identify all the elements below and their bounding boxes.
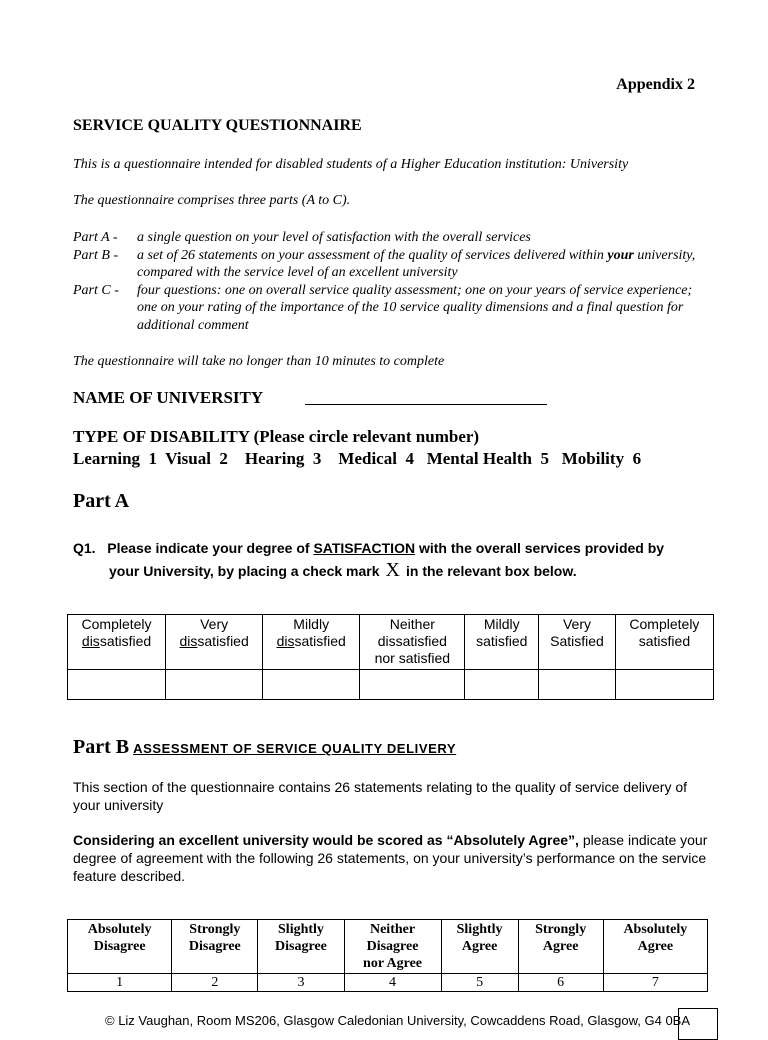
part-b-row: [73, 247, 713, 282]
appendix-label: Appendix 2: [616, 76, 695, 93]
agreement-scale-table: [67, 919, 708, 992]
part-b-label: Part B: [73, 736, 130, 758]
part-b-emphasis: your: [607, 247, 634, 263]
scale-header: Mildly dissatisfied: [263, 615, 360, 670]
page-corner-box: [678, 1008, 718, 1040]
part-b-instructions: [73, 831, 713, 885]
part-b-heading: [73, 736, 456, 759]
q1-line2-pre: your University, by placing a check mark: [109, 563, 380, 579]
footer-copyright: © Liz Vaughan, Room MS206, Glasgow Caledonian University, Cowcaddens Road, Glasgow, G4 0BA: [105, 1013, 691, 1028]
part-key: Part B -: [73, 247, 119, 263]
answer-box[interactable]: [539, 670, 616, 700]
answer-box[interactable]: [465, 670, 539, 700]
part-b-text-before: a set of 26 statements on your assessment of the quality of services delivered within: [137, 247, 604, 263]
scale-number: 1: [68, 974, 172, 992]
scale-header: Very Satisfied: [539, 615, 616, 670]
part-b-text-after: university, compared with the service level of an excellent university: [137, 247, 696, 280]
scale-header: Slightly Agree: [441, 920, 518, 974]
question-number: Q1.: [73, 540, 96, 556]
instructions-rest: please indicate your degree of agreement with the following 26 statements, on your university’s performance on the service feature described.: [73, 832, 708, 884]
part-text: four questions: one on overall service quality assessment; one on your years of service experience; one on your rating of the importance of the 10 service quality dimensions and a final question for additional comment: [137, 282, 693, 333]
duration-note: The questionnaire will take no longer than 10 minutes to complete: [73, 354, 445, 369]
question-1: [73, 537, 664, 582]
q1-pre: Please indicate your degree of: [107, 540, 310, 556]
intro-text: This is a questionnaire intended for disabled students of a Higher Education institution: University: [73, 157, 629, 172]
part-a-row: [73, 229, 713, 247]
scale-header: Neither dissatisfied nor satisfied: [360, 615, 465, 670]
part-b-subheading: ASSESSMENT OF SERVICE QUALITY DELIVERY: [133, 741, 457, 756]
disability-options[interactable]: Learning 1 Visual 2 Hearing 3 Medical 4 Mental Health 5 Mobility 6: [73, 449, 642, 468]
scale-header: Completely dissatisfied: [68, 615, 166, 670]
q1-keyword: SATISFACTION: [313, 540, 416, 556]
q1-post: with the overall services provided by: [418, 540, 665, 556]
scale-header: Absolutely Disagree: [68, 920, 172, 974]
scale-header: Completely satisfied: [615, 615, 713, 670]
part-c-row: [73, 282, 713, 335]
part-text: a single question on your level of satisfaction with the overall services: [137, 230, 531, 245]
disability-title: TYPE OF DISABILITY (Please circle relevant number): [73, 427, 480, 446]
satisfaction-scale-table: [67, 614, 714, 700]
answer-box[interactable]: [615, 670, 713, 700]
scale-header: Strongly Agree: [518, 920, 603, 974]
scale-header: Absolutely Agree: [603, 920, 707, 974]
check-mark-symbol: X: [385, 559, 400, 581]
parts-list: [73, 229, 713, 334]
scale-number: 3: [258, 974, 344, 992]
question-1-line-1: [73, 537, 664, 559]
scale-header: Very dissatisfied: [166, 615, 263, 670]
part-key: Part A -: [73, 230, 118, 245]
scale-number: 5: [441, 974, 518, 992]
part-b-intro: This section of the questionnaire contains 26 statements relating to the quality of service delivery of your university: [73, 779, 688, 813]
comprises-text: The questionnaire comprises three parts (A to C).: [73, 193, 351, 208]
question-1-line-2: [73, 559, 664, 582]
answer-box[interactable]: [360, 670, 465, 700]
university-input-line[interactable]: [305, 404, 547, 405]
part-text: [137, 247, 713, 282]
q1-line2-post: in the relevant box below.: [405, 563, 577, 579]
answer-box[interactable]: [68, 670, 166, 700]
scale-number: 4: [344, 974, 441, 992]
scale-header: Slightly Disagree: [258, 920, 344, 974]
university-label: NAME OF UNIVERSITY: [73, 388, 264, 407]
scale-header: Mildly satisfied: [465, 615, 539, 670]
scale-header: Strongly Disagree: [172, 920, 258, 974]
instructions-bold: Considering an excellent university would be scored as “Absolutely Agree”,: [73, 832, 579, 848]
part-a-heading: Part A: [73, 490, 130, 512]
scale-number: 2: [172, 974, 258, 992]
answer-box[interactable]: [166, 670, 263, 700]
scale-number: 7: [603, 974, 707, 992]
scale-number: 6: [518, 974, 603, 992]
part-key: Part C -: [73, 282, 119, 298]
answer-box[interactable]: [263, 670, 360, 700]
scale-header: Neither Disagree nor Agree: [344, 920, 441, 974]
document-title: SERVICE QUALITY QUESTIONNAIRE: [73, 117, 362, 134]
